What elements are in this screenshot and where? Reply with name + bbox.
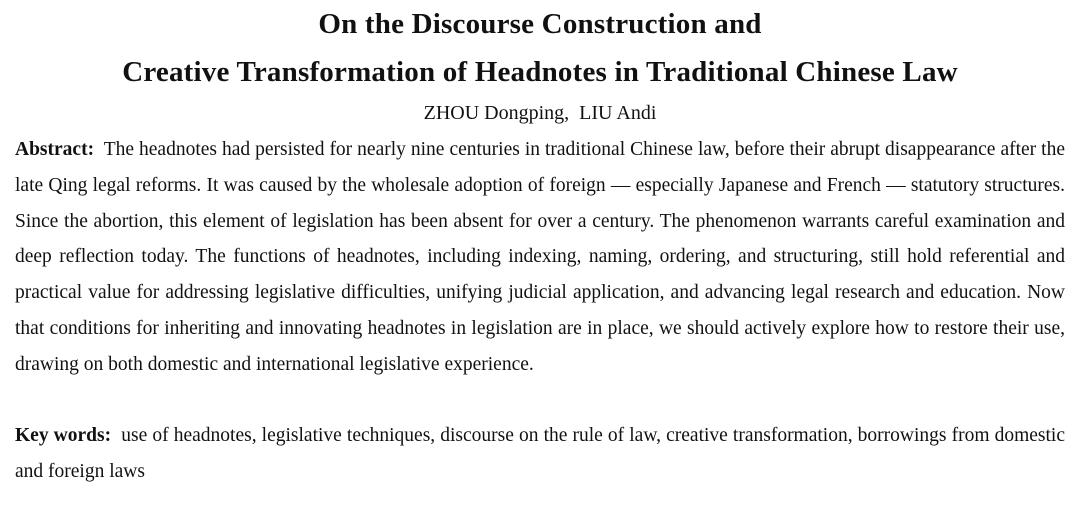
keywords-label: Key words: [15,424,112,446]
abstract-label: Abstract: [15,139,95,160]
paper-page [15,0,1065,490]
keywords-paragraph [15,418,1065,490]
title-line-1: On the Discourse Construction and [318,8,762,40]
abstract-text: The headnotes had persisted for nearly nine centuries in traditional Chinese law, before their abrupt disappearance after the late Qing legal reforms. It was caused by the wholesale adoption of foreign — especially Japanese and French — statutory structures. Since the abortion, this element of legislation has been absent for over a century. The phenomenon warrants careful examination and deep reflection today. The functions of headnotes, including indexing, naming, ordering, and structuring, still hold referential and practical value for addressing legislative difficulties, unifying judicial application, and advancing legal research and education. Now that conditions for inheriting and innovating headnotes in legislation are in place, we should actively explore how to restore their use, drawing on both domestic and international legislative experience. [15,139,1065,375]
keywords-text: use of headnotes, legislative techniques, discourse on the rule of law, creative transformation, borrowings from domestic and foreign laws [15,424,1066,482]
title-line-2: Creative Transformation of Headnotes in Traditional Chinese Law [122,56,958,88]
authors: ZHOU Dongping, LIU Andi [423,102,657,124]
abstract-paragraph [15,132,1065,383]
paper-title [15,0,1065,96]
